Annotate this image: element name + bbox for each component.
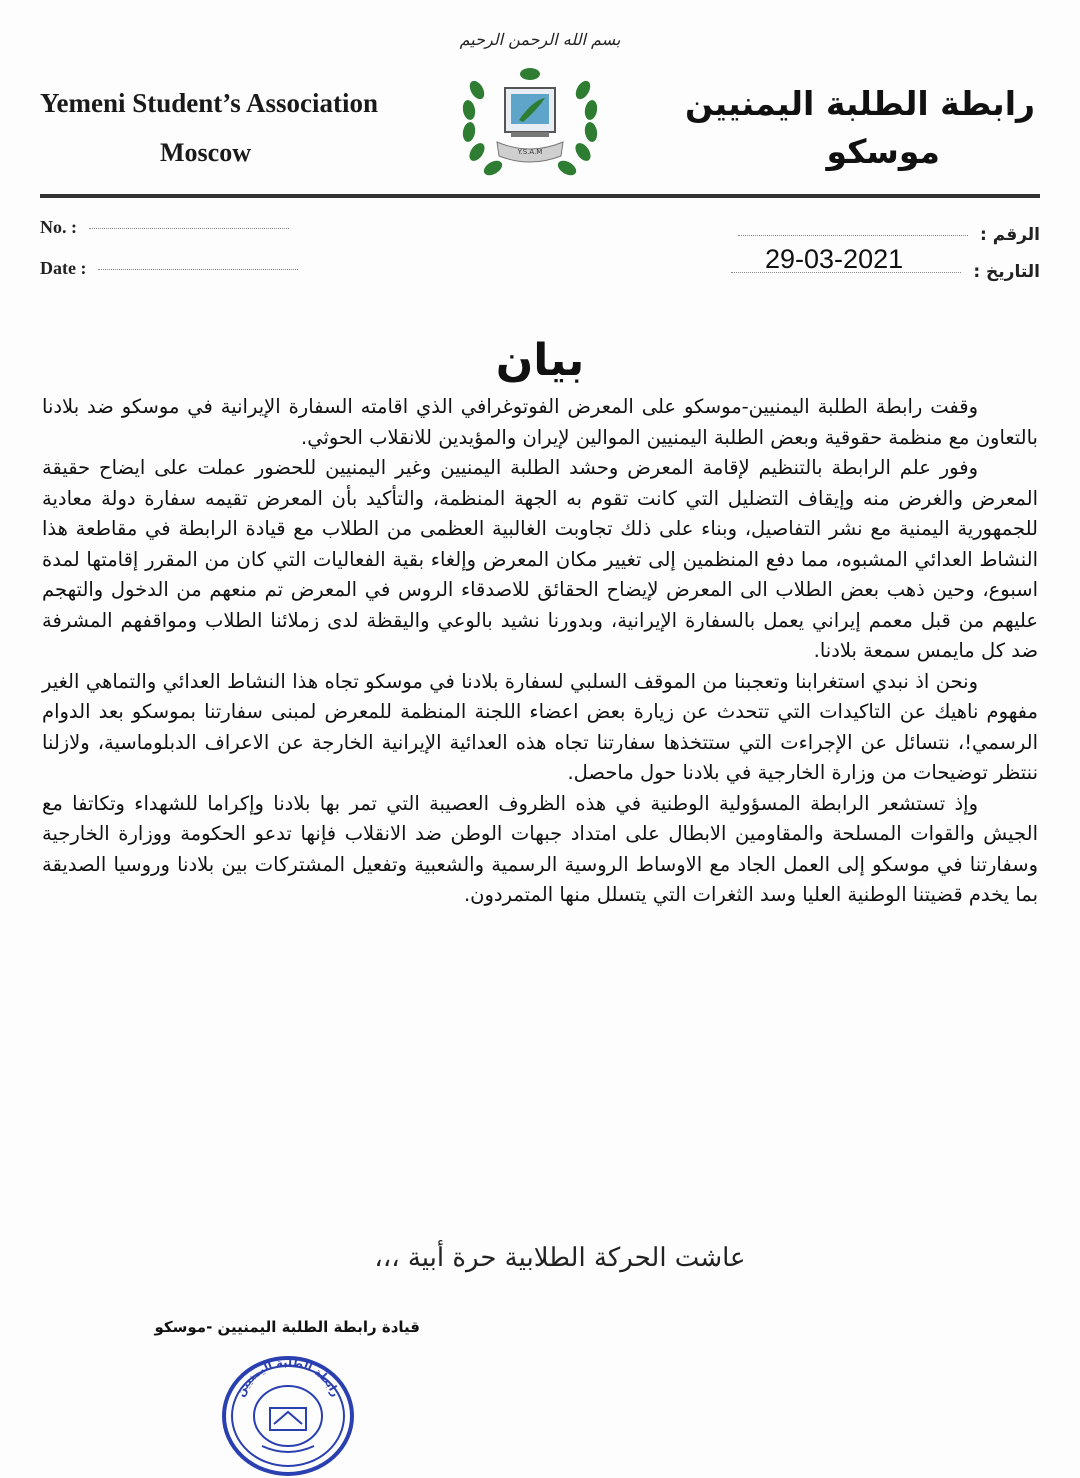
ref-number-en [40, 217, 289, 238]
logo-text: Y.S.A.M [517, 148, 543, 156]
basmala: بسم الله الرحمن الرحيم [459, 30, 621, 49]
date-label-en: Date : [40, 258, 87, 278]
org-name-ar: رابطة الطلبة اليمنيين [684, 84, 1035, 123]
paragraph: وفور علم الرابطة بالتنظيم لإقامة المعرض وحشد الطلبة اليمنيين وغير اليمنيين للحضور عملت على ايضاح حقيقة المعرض والغرض منه وإيقاف التضليل التي كانت تقوم به الجهة المنظمة، والتأكيد بأن المعرض تقيمه سفارة دولة معادية للجمهورية اليمنية مع نشر التفاصيل، وبناء على ذلك تجاوبت الغالبية العظمى من الطلاب مع قيادة الرابطة في مقاطعة هذا النشاط العدائي المشبوه، مما دفع المنظمين إلى تغيير مكان المعرض وإلغاء بقية الفعاليات التي كان من المقرر إقامتها لمدة اسبوع، وحين ذهب بعض الطلاب الى المعرض لإيضاح الحقائق للاصدقاء الروس في المعرض تم منعهم من الدخول والتهجم عليهم من قبل معمم إيراني يعمل بالسفارة الإيرانية، وبدورنا نشيد بالوعي واليقظة لدى زملائنا الطلاب ومواقفهم المشرفة ضد كل مايمس سمعة بلادنا. [42, 456, 1038, 662]
ref-number-label-en: No. : [40, 217, 77, 237]
paragraph: وإذ تستشعر الرابطة المسؤولية الوطنية في هذه الظروف العصيبة التي تمر بها بلادنا وإكراما للشهداء وتكاتفا مع الجيش والقوات المسلحة والمقاومين الابطال على امتداد جبهات الوطن ضد الانقلاب فإنها تدعو الحكومة ووزارة الخارجية وسفارتنا في موسكو إلى العمل الجاد مع الاوساط الروسية الرسمية والشعبية وتفعيل المشتركات بين بلادنا وروسيا الصديقة بما يخدم قضيتنا الوطنية العليا وسد الثغرات التي يتسلل منها المتمردون. [42, 791, 1038, 906]
ref-number-ar [738, 225, 1040, 245]
closing-line: عاشت الحركة الطلابية حرة أبية ،،، [374, 1243, 746, 1273]
date-en [40, 258, 298, 279]
city-en: Moscow [160, 138, 251, 167]
paragraph: وقفت رابطة الطلبة اليمنيين-موسكو على المعرض الفوتوغرافي الذي اقامته السفارة الإيرانية في موسكو ضد بلادنا بالتعاون مع منظمة حقوقية وبعض الطلبة اليمنيين الموالين لإيران والمؤيدين للانقلاب الحوثي. [42, 395, 1038, 449]
official-stamp [218, 1350, 358, 1478]
org-name-en: Yemeni Student’s Association [40, 88, 379, 118]
association-logo [455, 60, 605, 190]
date-value: 29-03-2021 [765, 244, 904, 274]
stamp-text: رابطة الطلبة اليمنيين [233, 1355, 343, 1399]
statement-body [42, 392, 1038, 911]
signature-line: قيادة رابطة الطلبة اليمنيين -موسكو [154, 1318, 420, 1336]
city-ar: موسكو [826, 132, 940, 171]
statement-title: بيان [495, 335, 585, 386]
ref-number-label-ar: الرقم : [980, 225, 1040, 245]
header-divider [40, 194, 1040, 198]
date-label-ar: التاريخ : [973, 262, 1040, 282]
paragraph: ونحن اذ نبدي استغرابنا وتعجبنا من الموقف السلبي لسفارة بلادنا في موسكو تجاه هذا النشاط العدائي والتماهي الغير مفهوم ناهيك عن التاكيدات التي تتحدث عن زيارة بعض اعضاء اللجنة المنظمة للمعرض لمبنى سفارتنا بموسكو بعد الدوام الرسمي!، نتسائل عن الإجراءت التي ستتخذها سفارتنا تجاه هذه العدائية الإيرانية الخارجة عن الاعراف الدبلوماسية، ولازلنا ننتظر توضيحات من وزارة الخارجية في بلادنا حول ماحصل. [42, 669, 1038, 784]
